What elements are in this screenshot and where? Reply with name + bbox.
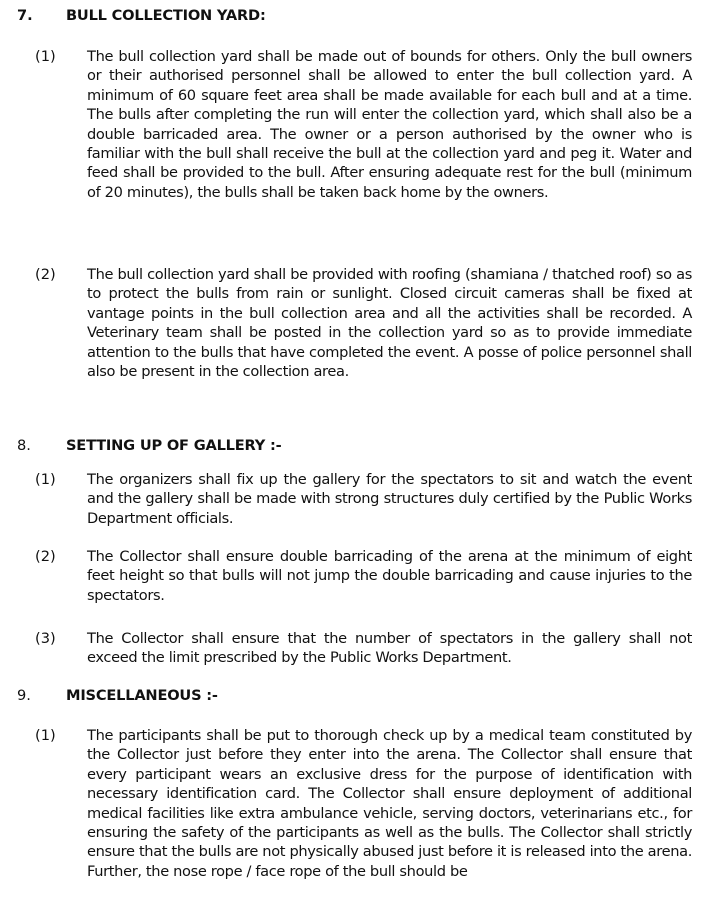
section-title: MISCELLANEOUS :- — [66, 687, 218, 704]
item-number: (2) — [35, 266, 56, 283]
item-number: (3) — [35, 630, 56, 647]
section-number: 9. — [17, 687, 31, 704]
section-7-heading — [0, 6, 710, 26]
section-number: 7. — [17, 7, 33, 24]
item-text: The bull collection yard shall be made out of bounds for others. Only the bull owners or their authorised personnel shall be allowed to enter the bull collection yard. A minimum of 60 square feet area shall be made available for each bull and at a time. The bulls after completing the run will enter the collection yard, which shall also be a double barricaded area. The owner or a person authorised by the owner who is familiar with the bull shall receive the bull at the collection yard and peg it. Water and feed shall be provided to the bull. After ensuring adequate rest for the bull (minimum of 20 minutes), the bulls shall be taken back home by the owners. — [87, 48, 692, 201]
item-text: The Collector shall ensure that the number of spectators in the gallery shall not exceed the limit prescribed by the Public Works Department. — [87, 630, 692, 667]
item-number: (1) — [35, 48, 56, 65]
item-text: The participants shall be put to thorough check up by a medical team constituted by the Collector just before they enter into the arena. The Collector shall ensure that every participant wears an exclusive dress for the purpose of identification with necessary identification card. The Collector shall ensure deployment of additional medical facilities like extra ambulance vehicle, serving doctors, veterinarians etc., for ensuring the safety of the participants as well as the bulls. The Collector shall strictly ensure that the bulls are not physically abused just before it is released into the arena. Further, the nose rope / face rope of the bull should be — [87, 727, 692, 880]
section-title: BULL COLLECTION YARD: — [66, 7, 266, 24]
item-number: (1) — [35, 727, 56, 744]
item-text: The organizers shall fix up the gallery for the spectators to sit and watch the event and the gallery shall be made with strong structures duly certified by the Public Works Department officials. — [87, 471, 692, 527]
item-number: (2) — [35, 548, 56, 565]
section-8-heading — [0, 436, 710, 456]
item-number: (1) — [35, 471, 56, 488]
item-text: The bull collection yard shall be provided with roofing (shamiana / thatched roof) so as to protect the bulls from rain or sunlight. Closed circuit cameras shall be fixed at vantage points in the bull collection area and all the activities shall be recorded. A Veterinary team shall be posted in the collection yard so as to provide immediate attention to the bulls that have completed the event. A posse of police personnel shall also be present in the collection area. — [87, 266, 692, 381]
item-text: The Collector shall ensure double barricading of the arena at the minimum of eight feet height so that bulls will not jump the double barricading and cause injuries to the spectators. — [87, 548, 692, 604]
section-title: SETTING UP OF GALLERY :- — [66, 437, 282, 454]
section-number: 8. — [17, 437, 31, 454]
section-9-heading — [0, 686, 710, 706]
